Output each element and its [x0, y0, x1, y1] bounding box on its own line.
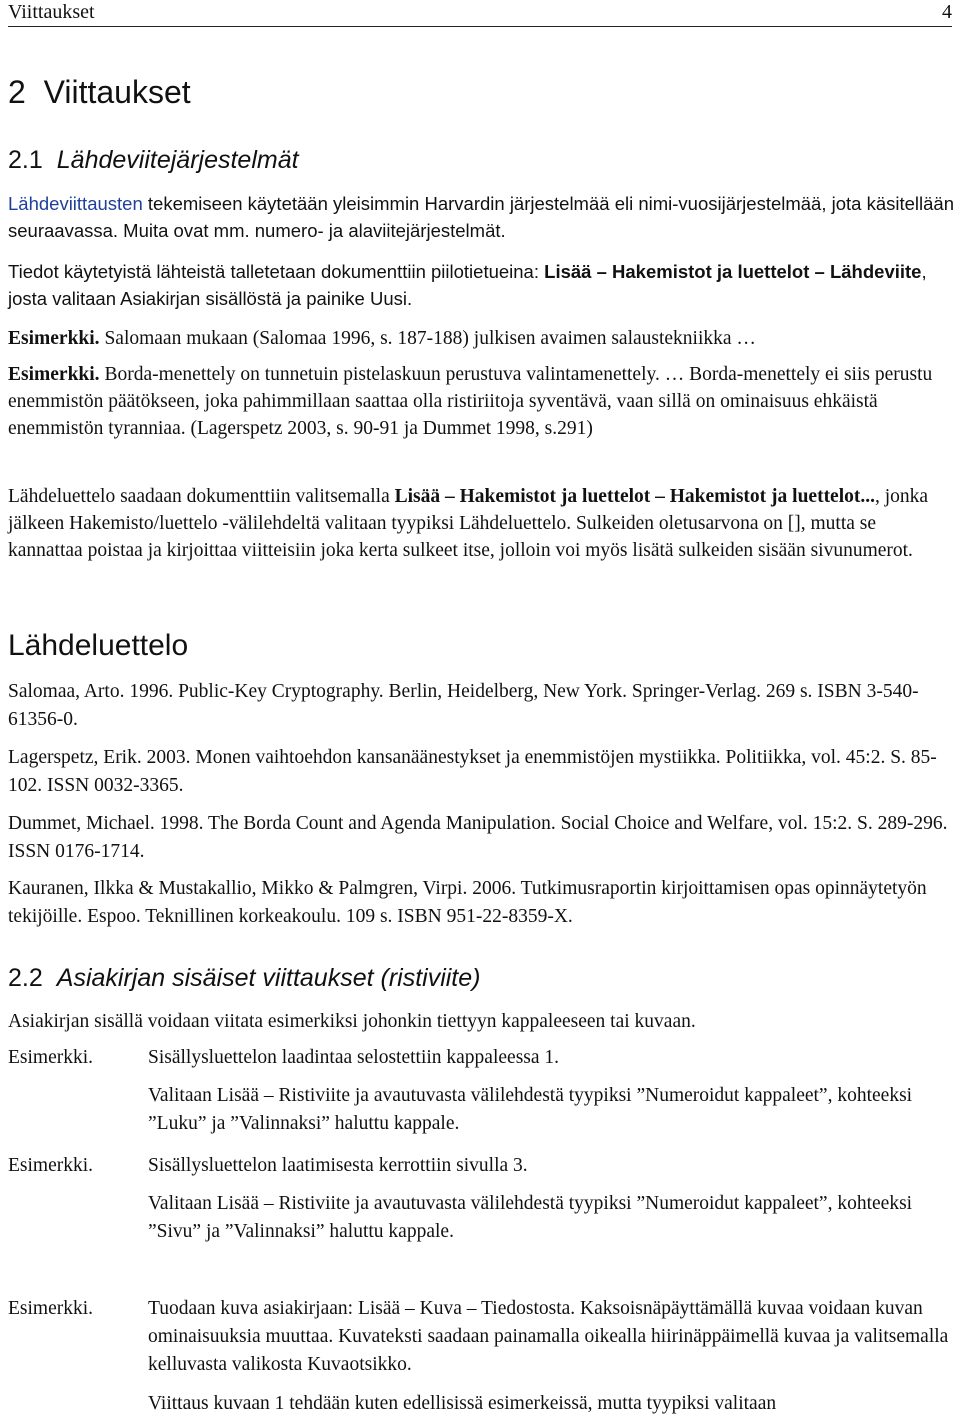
menu-path: Lisää – Hakemistot ja luettelot – Lähdeviite: [544, 261, 922, 282]
hidden-fields-paragraph: Tiedot käytetyistä lähteistä talletetaan dokumenttiin piilotietueina: Lisää – Hakemistot ja luettelot – Lähdeviite, josta valitaan Asiakirjan sisällöstä ja painike Uusi.: [8, 261, 927, 309]
example-line: Sisällysluettelon laadintaa selostettiin kappaleessa 1.: [148, 1047, 560, 1068]
chapter-title: Viittaukset: [43, 74, 191, 110]
bibliography-entry: Salomaa, Arto. 1996. Public-Key Cryptography. Berlin, Heidelberg, New York. Springer-Verlag. 269 s. ISBN 3-540-61356-0.: [8, 681, 919, 730]
example-label: Esimerkki.: [8, 364, 100, 385]
section-heading-2-2: [8, 962, 480, 994]
menu-path: Lisää – Hakemistot ja luettelot – Hakemistot ja luettelot...: [394, 486, 876, 507]
example-instruction: Viittaus kuvaan 1 tehdään kuten edellisissä esimerkeissä, mutta tyypiksi valitaan: [148, 1393, 777, 1414]
running-header: [8, 0, 952, 27]
example-instruction: Valitaan Lisää – Ristiviite ja avautuvasta välilehdestä tyypiksi ”Numeroidut kappaleet”, kohteeksi ”Sivu” ja ”Valinnaksi” haluttu kappale.: [148, 1193, 913, 1242]
bibliography-entry: Dummet, Michael. 1998. The Borda Count and Agenda Manipulation. Social Choice and Welfare, vol. 15:2. S. 289-296. ISSN 0176-1714.: [8, 813, 948, 862]
section-title: Lähdeviitejärjestelmät: [56, 146, 299, 174]
bibliography-heading: Lähdeluettelo: [8, 629, 189, 662]
bibliography-paragraph: Lähdeluettelo saadaan dokumenttiin valitsemalla Lisää – Hakemistot ja luettelot – Hakemistot ja luettelot..., jonka jälkeen Hakemisto/luettelo -välilehdeltä valitaan tyypiksi Lähdeluettelo. Sulkeiden oletusarvona on [], mutta se kannattaa poistaa ja kirjoittaa viitteisiin joka kerta sulkeet itse, jolloin voi myös lisätä sulkeiden sisään sivunumerot.: [8, 486, 929, 561]
example-line: Tuodaan kuva asiakirjaan: Lisää – Kuva – Tiedostosta. Kaksoisnäpäyttämällä kuvaa voidaan kuvan ominaisuuksia muuttaa. Kuvateksti saadaan painamalla oikealla hiirinäppäimellä kuvaa ja valitsemalla kelluvasta valikosta Kuvaotsikko.: [148, 1298, 949, 1375]
page-number: 4: [942, 1, 952, 23]
section-number: 2.2: [8, 964, 43, 992]
chapter-number: 2: [8, 74, 26, 110]
chapter-heading: [8, 72, 191, 112]
example-label: Esimerkki.: [8, 1155, 94, 1176]
bibliography-entry: Lagerspetz, Erik. 2003. Monen vaihtoehdon kansanäänestykset ja enemmistöjen mystiikka. Politiikka, vol. 45:2. S. 85-102. ISSN 0032-3365.: [8, 747, 937, 796]
example-label: Esimerkki.: [8, 1047, 94, 1068]
section-heading-2-1: [8, 144, 299, 176]
section-title: Asiakirjan sisäiset viittaukset (ristiviite): [56, 964, 481, 992]
example-label: Esimerkki.: [8, 1298, 94, 1319]
intro-paragraph: Lähdeviittausten tekemiseen käytetään yleisimmin Harvardin järjestelmää eli nimi-vuosijärjestelmää, jota käsitellään seuraavassa. Muita ovat mm. numero- ja alaviitejärjestelmät.: [8, 193, 955, 241]
lahdeviittausten-link[interactable]: Lähdeviittausten: [8, 193, 143, 214]
example-line: Sisällysluettelon laatimisesta kerrottiin sivulla 3.: [148, 1155, 528, 1176]
cross-reference-intro: Asiakirjan sisällä voidaan viitata esimerkiksi johonkin tiettyyn kappaleeseen tai kuvaan.: [8, 1011, 696, 1032]
section-number: 2.1: [8, 146, 43, 174]
example-label: Esimerkki.: [8, 328, 100, 349]
example-borda: Esimerkki. Borda-menettely on tunnetuin pistelaskuun perustuva valintamenettely. … Borda-menettely ei siis perustu enemmistön päätökseen, joka pahimmillaan saattaa olla ristiriitoja syventävä, vaan sillä on ominaisuus ehkäistä enemmistön tyranniaa. (Lagerspetz 2003, s. 90-91 ja Dummet 1998, s.291): [8, 364, 933, 439]
running-header-title: Viittaukset: [8, 1, 95, 23]
bibliography-entry: Kauranen, Ilkka & Mustakallio, Mikko & Palmgren, Virpi. 2006. Tutkimusraportin kirjoittamisen opas opinnäytetyön tekijöille. Espoo. Teknillinen korkeakoulu. 109 s. ISBN 951-22-8359-X.: [8, 878, 927, 927]
example-salomaa: Esimerkki. Salomaan mukaan (Salomaa 1996, s. 187-188) julkisen avaimen salaustekniikka …: [8, 328, 756, 349]
example-instruction: Valitaan Lisää – Ristiviite ja avautuvasta välilehdestä tyypiksi ”Numeroidut kappaleet”, kohteeksi ”Luku” ja ”Valinnaksi” haluttu kappale.: [148, 1085, 913, 1134]
